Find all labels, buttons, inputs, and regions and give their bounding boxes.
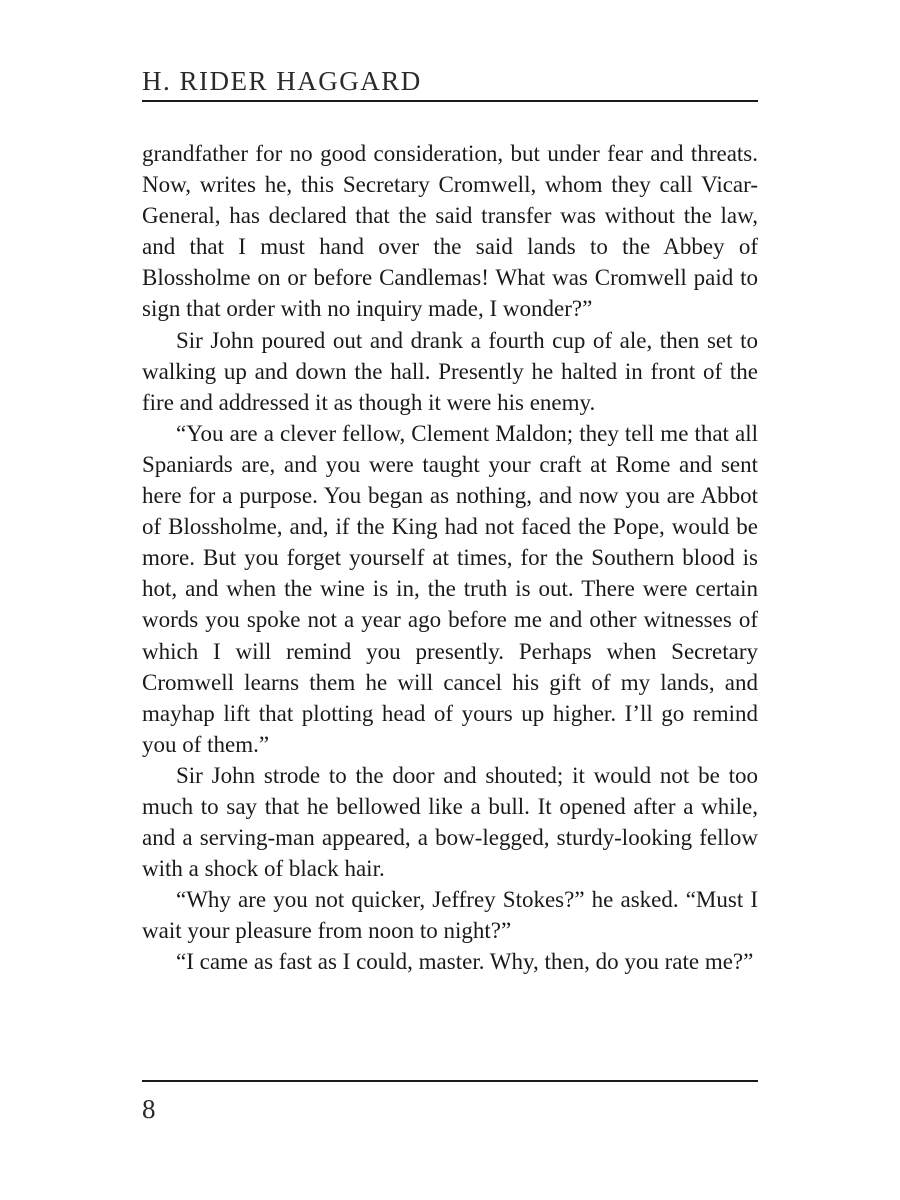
paragraph: “Why are you not quicker, Jeffrey Stokes?” he asked. “Must I wait your pleasure from noon to night?” <box>142 887 758 944</box>
paragraph: “I came as fast as I could, master. Why, then, do you rate me?” <box>176 949 754 975</box>
body-text <box>142 138 758 978</box>
header-rule <box>142 100 758 102</box>
paragraph-continued: grandfather for no good consideration, but under fear and threats. Now, writes he, this Secretary Cromwell, whom they call Vicar-General, has declared that the said transfer was without the law, and that I must hand over the said lands to the Abbey of Blossholme on or before Candlemas! What was Cromwell paid to sign that order with no inquiry made, I wonder?” <box>142 141 758 322</box>
paragraph: “You are a clever fellow, Clement Maldon; they tell me that all Spaniards are, and you were taught your craft at Rome and sent here for a purpose. You began as nothing, and now you are Abbot of Blossholme, and, if the King had not faced the Pope, would be more. But you forget yourself at times, for the Southern blood is hot, and when the wine is in, the truth is out. There were certain words you spoke not a year ago before me and other witnesses of which I will remind you presently. Perhaps when Secretary Cromwell learns them he will cancel his gift of my lands, and mayhap lift that plotting head of yours up higher. I’ll go remind you of them.” <box>142 420 758 757</box>
footer-rule <box>142 1080 758 1082</box>
page-number: 8 <box>142 1094 156 1124</box>
paragraph: Sir John strode to the door and shouted; it would not be too much to say that he bellowed like a bull. It opened after a while, and a serving-man appeared, a bow-legged, sturdy-looking fellow with a shock of black hair. <box>142 762 758 882</box>
running-head: H. RIDER HAGGARD <box>142 66 422 96</box>
paragraph: Sir John poured out and drank a fourth cup of ale, then set to walking up and down the hall. Presently he halted in front of the fire and addressed it as though it were his enemy. <box>142 327 758 415</box>
